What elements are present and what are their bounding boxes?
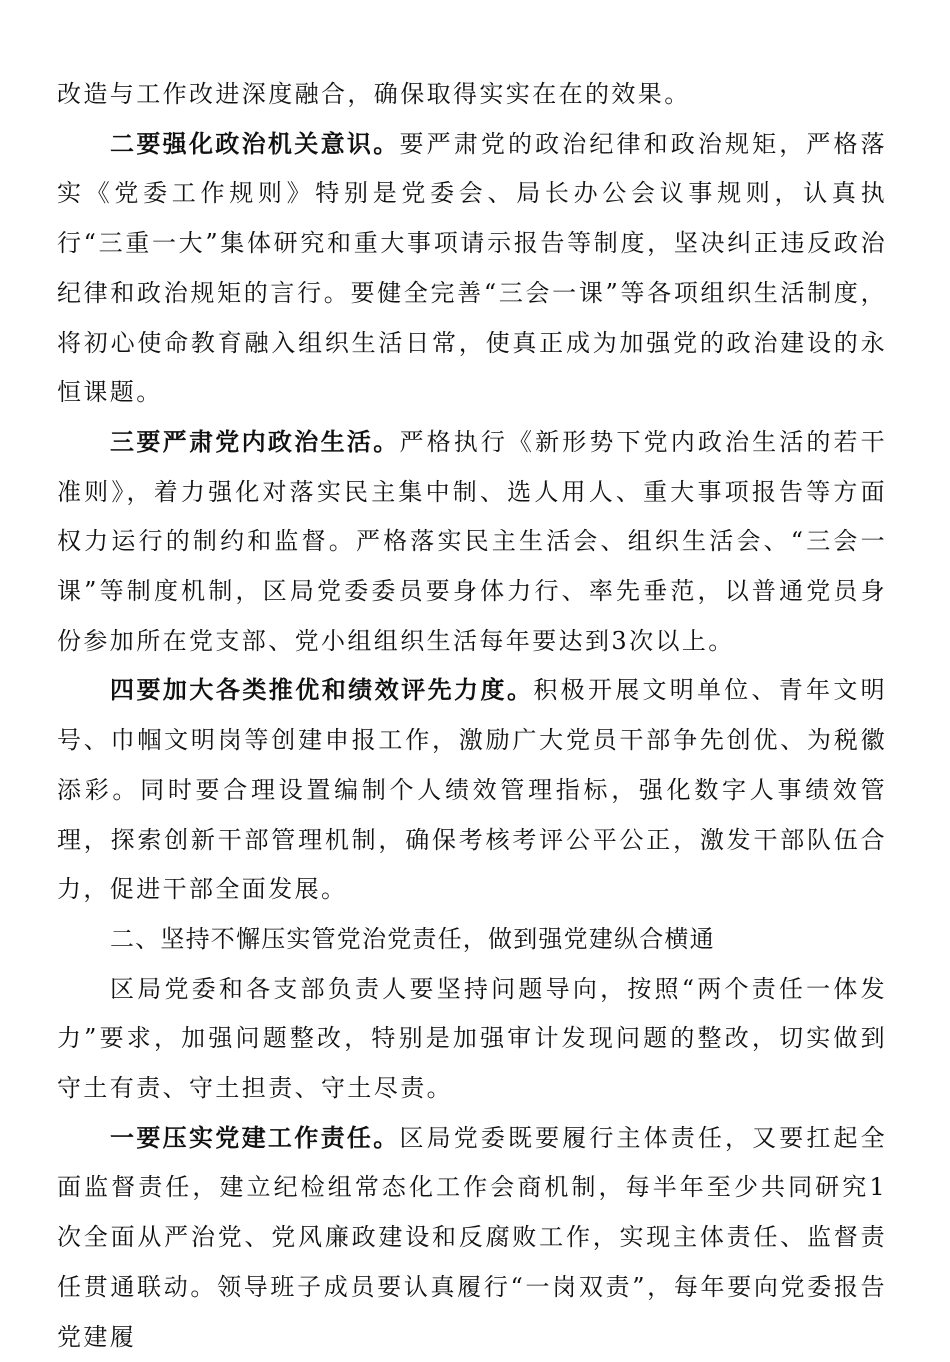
paragraph-lead: 一要压实党建工作责任。 <box>110 1123 400 1152</box>
paragraph-lead: 二要强化政治机关意识。 <box>110 129 400 158</box>
section-heading: 二、坚持不懈压实管党治党责任，做到强党建纵合横通 <box>110 924 715 953</box>
paragraph-lead: 三要严肃党内政治生活。 <box>110 427 400 456</box>
paragraph-continuation: 改造与工作改进深度融合，确保取得实实在在的效果。 <box>57 80 691 108</box>
document-body <box>57 70 887 1362</box>
paragraph-text: 严格执行《新形势下党内政治生活的若干准则》，着力强化对落实民主集中制、选人用人、重大事项报告等方面权力运行的制约和监督。严格落实民主生活会、组织生活会、“三会一课”等制度机制，区局党委委员要身体力行、率先垂范，以普通党员身份参加所在党支部、党小组组织生活每年要达到3次以上。 <box>57 427 887 655</box>
paragraph-party-political-life <box>57 418 887 667</box>
paragraph-text: 积极开展文明单位、青年文明号、巾帼文明岗等创建申报工作，激励广大党员干部争先创优、为税徽添彩。同时要合理设置编制个人绩效管理指标，强化数字人事绩效管理，探索创新干部管理机制，确保考核考评公平公正，激发干部队伍合力，促进干部全面发展。 <box>57 676 887 904</box>
paragraph-performance-evaluation <box>57 666 887 915</box>
paragraph-party-building-responsibility <box>57 1114 887 1362</box>
paragraph-problem-orientation: 区局党委和各支部负责人要坚持问题导向，按照“两个责任一体发力”要求，加强问题整改，特别是加强审计发现问题的整改，切实做到守土有责、守土担责、守土尽责。 <box>57 974 887 1103</box>
paragraph-lead: 四要加大各类推优和绩效评先力度。 <box>110 676 534 705</box>
paragraph-text: 要严肃党的政治纪律和政治规矩，严格落实《党委工作规则》特别是党委会、局长办公会议事规则，认真执行“三重一大”集体研究和重大事项请示报告等制度，坚决纠正违反政治纪律和政治规矩的言行。要健全完善“三会一课”等各项组织生活制度，将初心使命教育融入组织生活日常，使真正成为加强党的政治建设的永恒课题。 <box>57 129 887 407</box>
paragraph-text: 区局党委既要履行主体责任，又要扛起全面监督责任，建立纪检组常态化工作会商机制，每半年至少共同研究1次全面从严治党、党风廉政建设和反腐败工作，实现主体责任、监督责任贯通联动。领导班子成员要认真履行“一岗双责”，每年要向党委报告党建履 <box>57 1123 887 1351</box>
paragraph-political-organ-awareness <box>57 120 887 418</box>
